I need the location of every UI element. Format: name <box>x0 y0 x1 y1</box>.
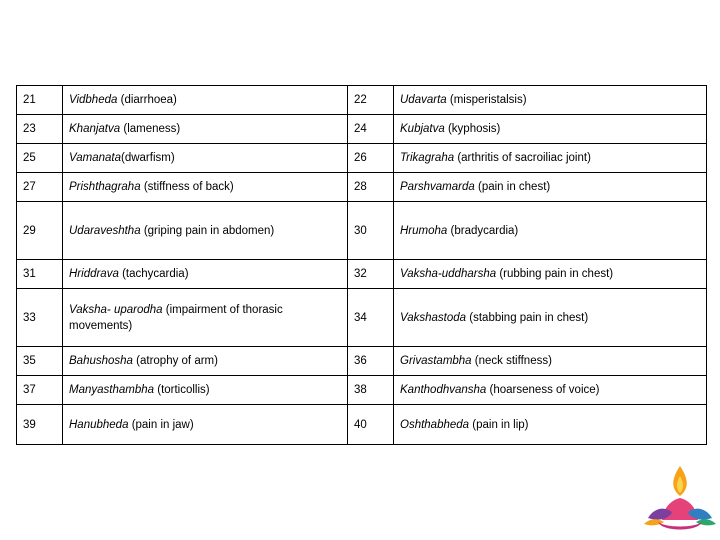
sanskrit-term: Khanjatva <box>69 123 121 135</box>
row-number: 23 <box>17 115 63 144</box>
disease-cell <box>63 260 348 289</box>
table-row <box>17 86 707 115</box>
row-number: 21 <box>17 86 63 115</box>
english-meaning: (bradycardia) <box>450 224 519 237</box>
row-number: 37 <box>17 376 63 405</box>
table-row <box>17 376 707 405</box>
sanskrit-term: Hriddrava <box>69 268 119 280</box>
english-meaning: (impairment of thorasic movements) <box>69 303 283 332</box>
row-number: 25 <box>17 144 63 173</box>
disease-cell <box>394 115 707 144</box>
row-number: 34 <box>348 289 394 347</box>
sanskrit-term: Vaksha- uparodha <box>69 303 163 316</box>
sanskrit-term: Vamanata <box>69 152 121 164</box>
english-meaning: (stabbing pain in chest) <box>469 311 589 324</box>
english-meaning: (kyphosis) <box>447 123 501 135</box>
disease-cell <box>63 289 348 347</box>
sanskrit-term: Parshvamarda <box>400 181 475 193</box>
english-meaning: (neck stiffness) <box>474 355 552 367</box>
diya-lamp-icon <box>640 462 720 540</box>
disease-cell <box>63 173 348 202</box>
row-number: 22 <box>348 86 394 115</box>
english-meaning: (griping pain in abdomen) <box>143 224 275 237</box>
disease-cell <box>394 289 707 347</box>
sanskrit-term: Bahushosha <box>69 355 133 367</box>
row-number: 24 <box>348 115 394 144</box>
english-meaning: (torticollis) <box>157 384 210 396</box>
table-row <box>17 289 707 347</box>
disease-cell <box>63 376 348 405</box>
disease-cell <box>63 144 348 173</box>
english-meaning: (diarrhoea) <box>120 94 177 106</box>
disease-cell <box>394 202 707 260</box>
disease-cell <box>394 376 707 405</box>
sanskrit-term: Prishthagraha <box>69 181 141 193</box>
sanskrit-term: Vaksha-uddharsha <box>400 268 497 280</box>
disease-table <box>16 85 707 445</box>
english-meaning: (pain in lip) <box>472 418 529 431</box>
english-meaning: (arthritis of sacroiliac joint) <box>457 152 591 164</box>
disease-cell <box>63 347 348 376</box>
row-number: 36 <box>348 347 394 376</box>
sanskrit-term: Hrumoha <box>400 224 448 237</box>
english-meaning: (hoarseness of voice) <box>489 384 600 396</box>
disease-cell <box>63 86 348 115</box>
sanskrit-term: Kubjatva <box>400 123 445 135</box>
row-number: 28 <box>348 173 394 202</box>
english-meaning: (stiffness of back) <box>143 181 234 193</box>
english-meaning: (pain in chest) <box>478 181 551 193</box>
table-row <box>17 202 707 260</box>
sanskrit-term: Vidbheda <box>69 94 118 106</box>
table-row <box>17 173 707 202</box>
table-row <box>17 405 707 445</box>
table-row <box>17 115 707 144</box>
row-number: 40 <box>348 405 394 445</box>
sanskrit-term: Manyasthambha <box>69 384 155 396</box>
english-meaning: (misperistalsis) <box>449 94 527 106</box>
english-meaning: (pain in jaw) <box>131 418 194 431</box>
row-number: 32 <box>348 260 394 289</box>
table-row <box>17 144 707 173</box>
sanskrit-term: Oshthabheda <box>400 418 470 431</box>
table-row <box>17 260 707 289</box>
disease-cell <box>394 86 707 115</box>
disease-cell <box>63 202 348 260</box>
english-meaning: (lameness) <box>123 123 181 135</box>
disease-cell <box>394 260 707 289</box>
row-number: 39 <box>17 405 63 445</box>
english-meaning: (dwarfism) <box>121 152 175 164</box>
english-meaning: (tachycardia) <box>122 268 189 280</box>
disease-cell <box>394 173 707 202</box>
english-meaning: (atrophy of arm) <box>136 355 218 367</box>
row-number: 27 <box>17 173 63 202</box>
row-number: 33 <box>17 289 63 347</box>
disease-cell <box>394 405 707 445</box>
sanskrit-term: Grivastambha <box>400 355 472 367</box>
disease-cell <box>394 144 707 173</box>
sanskrit-term: Udaraveshtha <box>69 224 141 237</box>
english-meaning: (rubbing pain in chest) <box>499 268 614 280</box>
sanskrit-term: Udavarta <box>400 94 447 106</box>
sanskrit-term: Trikagraha <box>400 152 455 164</box>
row-number: 30 <box>348 202 394 260</box>
sanskrit-term: Kanthodhvansha <box>400 384 487 396</box>
table-row <box>17 347 707 376</box>
row-number: 29 <box>17 202 63 260</box>
row-number: 26 <box>348 144 394 173</box>
disease-cell <box>394 347 707 376</box>
row-number: 38 <box>348 376 394 405</box>
sanskrit-term: Hanubheda <box>69 418 129 431</box>
sanskrit-term: Vakshastoda <box>400 311 467 324</box>
disease-cell <box>63 115 348 144</box>
disease-cell <box>63 405 348 445</box>
row-number: 31 <box>17 260 63 289</box>
row-number: 35 <box>17 347 63 376</box>
